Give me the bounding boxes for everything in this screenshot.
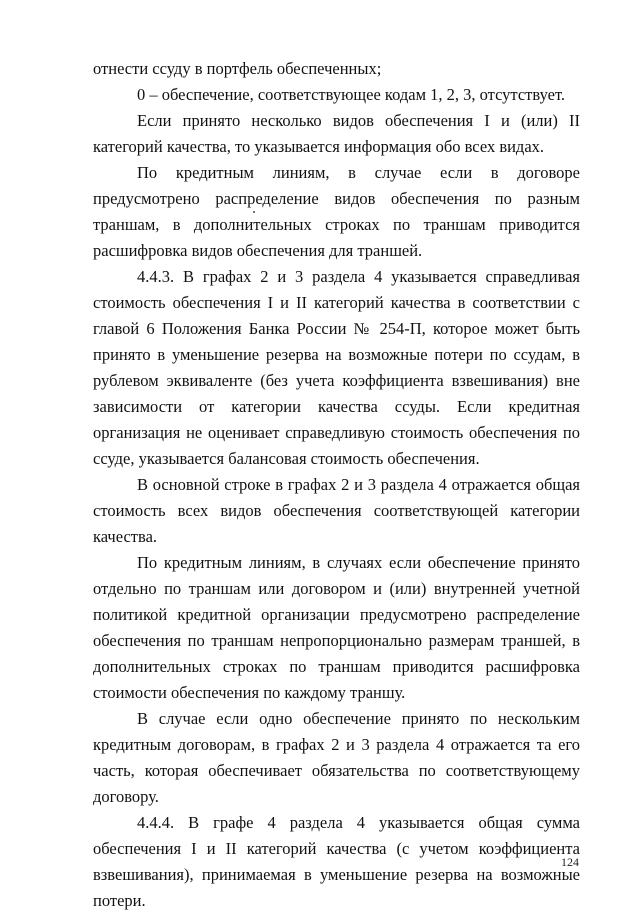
paragraph-credit-lines-value: По кредитным линиям, в случаях если обеспечение принято отдельно по траншам или договором и (или) внутренней учетной политикой кредитной организации предусмотрено распределение обеспечения по траншам непропорционально размерам траншей, в дополнительных строках по траншам приводится расшифровка стоимости обеспечения по каждому траншу. [93, 553, 580, 702]
paragraph-continuation: отнести ссуду в портфель обеспеченных; [93, 59, 382, 78]
paragraph-4-4-3: 4.4.3. В графах 2 и 3 раздела 4 указывается справедливая стоимость обеспечения I и II категорий качества в соответствии с главой 6 Положения Банка России № 254-П, которое может быть принято в уменьшение резерва на возможные потери по ссудам, в рублевом эквиваленте (без учета коэффициента взвешивания) вне зависимости от категории качества ссуды. Если кредитная организация не оценивает справедливую стоимость обеспечения по ссуде, указывается балансовая стоимость обеспечения. [93, 267, 580, 468]
body-text [93, 56, 580, 914]
paragraph-main-line: В основной строке в графах 2 и 3 раздела 4 отражается общая стоимость всех видов обеспечения соответствующей категории качества. [93, 475, 580, 546]
scan-speck [253, 211, 255, 213]
paragraph-code-zero: 0 – обеспечение, соответствующее кодам 1, 2, 3, отсутствует. [137, 85, 566, 104]
paragraph-4-4-4: 4.4.4. В графе 4 раздела 4 указывается общая сумма обеспечения I и II категорий качества (с учетом коэффициента взвешивания), принимаемая в уменьшение резерва на возможные потери. [93, 813, 580, 910]
paragraph-multiple-types: Если принято несколько видов обеспечения I и (или) II категорий качества, то указывается информация обо всех видах. [93, 111, 580, 156]
page-number: 124 [561, 855, 579, 869]
paragraph-single-collateral: В случае если одно обеспечение принято по нескольким кредитным договорам, в графах 2 и 3 раздела 4 отражается та его часть, которая обеспечивает обязательства по соответствующему договору. [93, 709, 580, 806]
paragraph-credit-lines-types: По кредитным линиям, в случае если в договоре предусмотрено распределение видов обеспечения по разным траншам, в дополнительных строках по траншам приводится расшифровка видов обеспечения для траншей. [93, 163, 580, 260]
